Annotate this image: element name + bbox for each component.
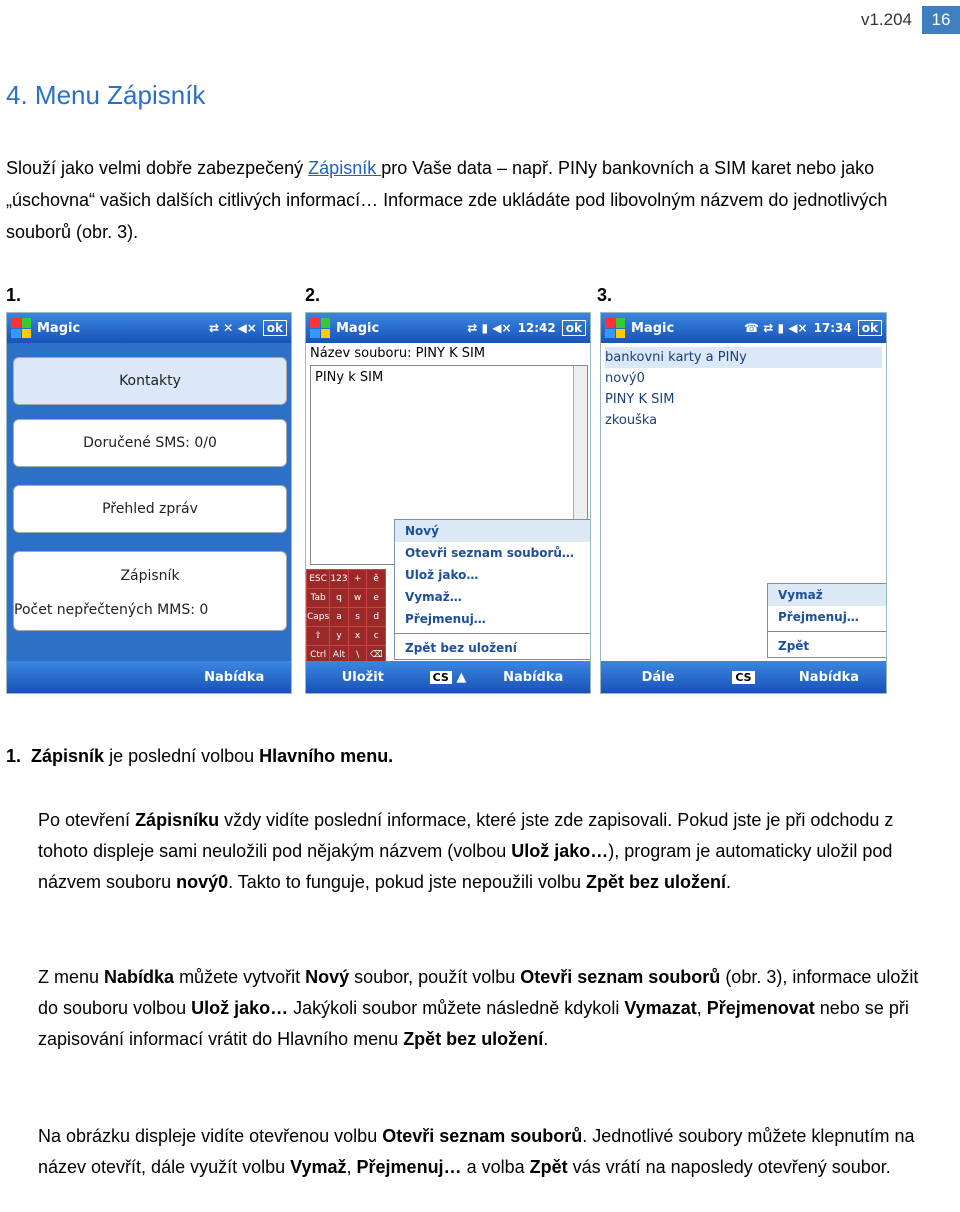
screenshot-file-list [600,312,887,694]
bold-term: Hlavního menu. [259,746,394,766]
figure-label-2: 2. [305,285,321,305]
list-item[interactable]: nový0 [605,371,645,386]
intro-text: Slouží jako velmi dobře zabezpečený [6,158,309,178]
title-bar [306,313,590,343]
menu-separator [768,631,887,632]
save-softkey[interactable]: Uložit [341,669,384,685]
caption-text: vás vrátí na naposledy otevřený soubor. [567,1157,891,1177]
soft-key-bar [7,661,291,693]
page-number: 16 [922,6,960,34]
caption-2-continued [38,962,921,1055]
list-item[interactable]: PINY K SIM [605,392,675,407]
status-icons: ⇄ ✕ ◀× [209,321,257,335]
popup-menu [394,519,591,660]
windows-start-icon[interactable] [605,318,625,338]
caption-text: Po otevření [38,810,136,830]
file-name: Název souboru: PINY K SIM [310,346,486,361]
key[interactable]: e [367,589,385,607]
key[interactable]: s [349,608,367,626]
sip-arrow-icon[interactable]: ▲ [456,669,467,685]
bold-term: Vymazat [624,998,697,1018]
caption-text: ), program je automaticky uložil pod názvem souboru [38,841,893,892]
caption-text: , [696,998,707,1018]
page-header [861,6,960,34]
caption-text: . Takto to funguje, pokud jste nepoužili volbu [228,872,587,892]
soft-keyboard[interactable] [306,569,386,665]
caption-text: . Jednotlivé soubory můžete klepnutím na název otevřít, dále využít volbu [38,1126,915,1177]
windows-start-icon[interactable] [310,318,330,338]
menu-softkey[interactable]: Nabídka [503,669,564,685]
key[interactable]: q [330,589,348,607]
bold-term: Zpět bez uložení [403,1029,544,1049]
caption-text: vždy vidíte poslední informace, které jste zde zapisovali. Pokud jste je při odchodu z tohoto displeje sami neuložili pod nějakým názvem (volbou [38,810,894,861]
caption-text: soubor, použít volbu [349,967,521,987]
key[interactable]: a [330,608,348,626]
clock: 12:42 [517,321,556,335]
bold-term: Otevři seznam souborů [382,1126,583,1146]
screenshot-main-menu [6,312,292,694]
menu-softkey[interactable]: Nabídka [204,669,265,685]
menu-softkey[interactable]: Nabídka [798,669,860,685]
soft-key-bar [306,661,590,693]
status-icons: ☎ ⇄ ▮ ◀× [744,321,808,335]
key[interactable]: \ [349,646,367,664]
caption-text: je poslední volbou [104,746,260,766]
key[interactable]: ⇧ [307,627,329,645]
bold-term: Nový [305,967,350,987]
bold-term: nový0 [176,872,229,892]
key[interactable]: ě [367,570,385,588]
key[interactable]: x [349,627,367,645]
menu-item-back[interactable]: Zpět [778,639,810,653]
bold-term: Zápisníku [135,810,220,830]
version-label: v1.204 [860,10,912,29]
next-softkey[interactable]: Dále [641,669,675,685]
bold-term: Ulož jako… [511,841,609,861]
key[interactable]: d [367,608,385,626]
clock: 17:34 [813,321,852,335]
key[interactable]: c [367,627,385,645]
figure-label-3: 3. [597,285,613,305]
tile-notepad-label: Zápisník [120,568,180,584]
key[interactable]: Caps [307,608,329,626]
key[interactable]: Alt [330,646,348,664]
key[interactable]: y [330,627,348,645]
bold-term: Zápisník [31,746,105,766]
caption-text: nebo se při zapisování informací vrátit do Hlavního menu [38,998,909,1049]
key[interactable]: ⌫ [367,646,385,664]
input-method-button[interactable]: CS [732,671,754,684]
app-name: Magic [631,320,675,336]
caption-text: Jakýkoli soubor můžete následně kdykoli [288,998,625,1018]
tile-sms[interactable]: Doručené SMS: 0/0 [13,419,287,467]
bold-term: Vymaž [290,1157,347,1177]
windows-start-icon[interactable] [11,318,31,338]
caption-3 [6,1121,921,1183]
editor-content: PINy k SIM [315,370,384,385]
title-bar [7,313,291,343]
key[interactable]: ESC [307,570,329,588]
menu-item-rename[interactable]: Přejmenuj… [778,610,859,624]
tile-notepad[interactable] [13,551,287,631]
bold-term: Přejmenovat [706,998,815,1018]
figure-label-1: 1. [6,285,22,305]
ok-button[interactable]: ok [263,320,287,336]
bold-term: Přejmenuj… [356,1157,462,1177]
caption-text: můžete vytvořit [174,967,306,987]
popup-menu [767,583,887,658]
caption-number: 1. [6,746,22,766]
menu-item-back-no-save[interactable]: Zpět bez uložení [405,641,517,655]
caption-text: , [346,1157,357,1177]
zapisnik-link[interactable]: Zápisník [308,158,382,178]
caption-1 [6,741,921,772]
caption-text: . [543,1029,549,1049]
caption-2 [6,805,921,898]
intro-text: pro Vaše data – např. PINy bankovních a SIM karet nebo jako „úschovna“ vašich dalších citlivých informací… Informace zde ukládáte pod libovolným názvem do jednotlivých souborů (obr. 3). [6,158,888,242]
caption-number [6,1121,38,1152]
list-item[interactable]: zkouška [605,413,658,428]
tile-messages[interactable]: Přehled zpráv [13,485,287,533]
ok-button[interactable]: ok [562,320,586,336]
app-name: Magic [336,320,380,336]
caption-text: (obr. 3), informace uložit do souboru volbou [38,967,919,1018]
soft-key-bar [601,661,886,693]
menu-separator [395,633,591,634]
bold-term: Nabídka [104,967,175,987]
key[interactable]: Ctrl [307,646,329,664]
caption-number [6,805,38,836]
key[interactable]: w [349,589,367,607]
app-name: Magic [37,320,81,336]
bold-term: Zpět [529,1157,568,1177]
caption-text: a volba [461,1157,530,1177]
caption-text: Z menu [38,967,105,987]
status-icons: ⇄ ▮ ◀× [467,321,512,335]
key[interactable]: 123 [330,570,348,588]
title-bar [601,313,886,343]
caption-text: Na obrázku displeje vidíte otevřenou volbu [38,1126,383,1146]
menu-item-delete[interactable]: Vymaž… [405,590,462,604]
bold-term: Otevři seznam souborů [520,967,721,987]
screenshot-editor [305,312,591,694]
menu-item-new[interactable]: Nový [395,520,591,542]
bold-term: Ulož jako… [191,998,289,1018]
key[interactable]: + [349,570,367,588]
menu-item-rename[interactable]: Přejmenuj… [405,612,486,626]
menu-item-open-list[interactable]: Otevři seznam souborů… [405,546,574,560]
tile-contacts[interactable]: Kontakty [13,357,287,405]
list-item[interactable]: bankovni karty a PINy [605,347,882,368]
caption-text: . [726,872,732,892]
key[interactable]: Tab [307,589,329,607]
menu-item-save-as[interactable]: Ulož jako… [405,568,479,582]
ok-button[interactable]: ok [858,320,882,336]
menu-item-delete[interactable]: Vymaž [768,584,887,606]
input-method-button[interactable]: CS [430,671,452,684]
bold-term: Zpět bez uložení [586,872,727,892]
file-list [601,343,886,435]
section-title: 4. Menu Zápisník [6,80,206,110]
intro-paragraph [6,152,956,248]
mms-count: Počet nepřečtených MMS: 0 [14,602,209,618]
